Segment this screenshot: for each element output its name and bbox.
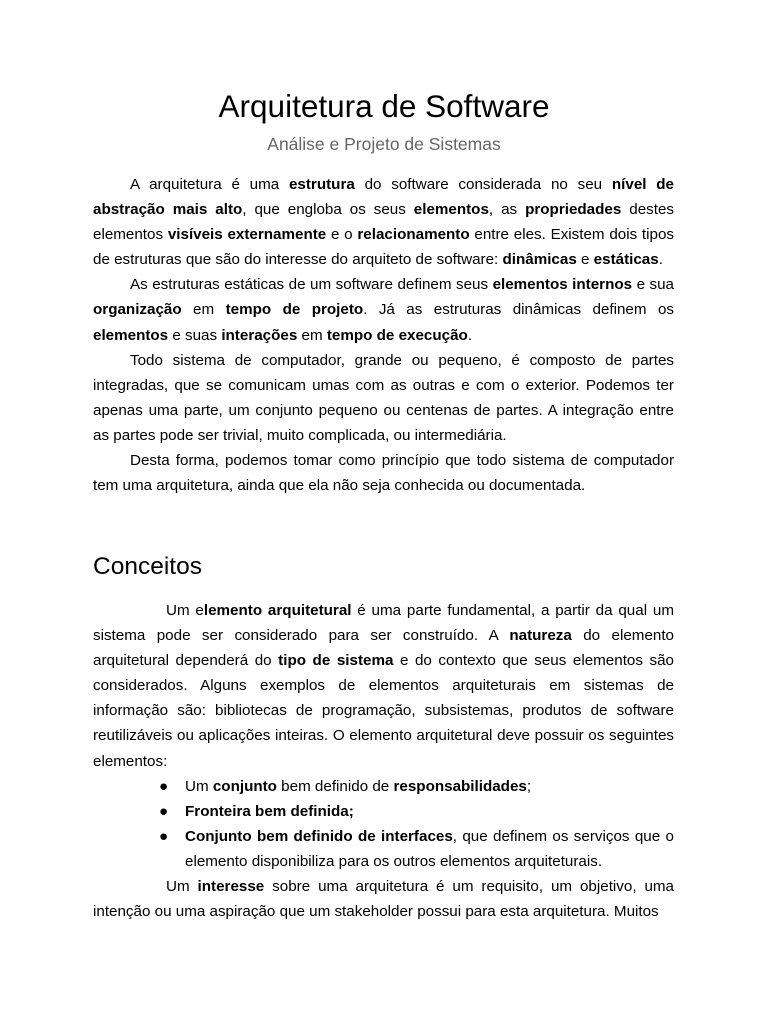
bullet-list xyxy=(93,774,674,874)
bullet-item-text xyxy=(185,778,531,795)
bold-text-run: nível de abstração mais alto xyxy=(93,176,674,219)
text-run: e sua xyxy=(632,276,674,294)
text-run: . xyxy=(467,326,473,344)
concepts-section xyxy=(93,598,674,924)
text-run: Desta forma, podemos tomar como princípio que todo sistema de computador tem uma arquitetura, ainda que ela não seja conhecida ou documentada. xyxy=(93,452,674,495)
intro-paragraph-1 xyxy=(93,172,674,272)
text-run: Todo sistema de computador, grande ou pequeno, é composto de partes integradas, que se comunicam umas com as outras e com o exterior. Podemos ter apenas uma parte, um conjunto pequeno ou centenas de partes. A integração entre as partes pode ser trivial, muito complicada, ou intermediária. xyxy=(93,351,674,444)
text-run: entre eles. Existem dois tipos de estruturas que são do interesse do arquiteto de software: xyxy=(93,226,675,269)
bold-text-run: relacionamento xyxy=(357,226,470,244)
bullet-item xyxy=(93,799,674,824)
concepts-paragraph-1 xyxy=(93,598,674,774)
intro-paragraph-4 xyxy=(93,448,674,498)
text-run: , que definem os serviços que o elemento disponibiliza para os outros elementos arquiteturais. xyxy=(185,827,674,870)
text-run: do elemento arquitetural dependerá do xyxy=(93,627,675,670)
bullet-icon: ● xyxy=(159,827,169,845)
bold-text-run: estáticas xyxy=(593,251,659,269)
text-run: Um e xyxy=(166,602,204,619)
document-title: Arquitetura de Software xyxy=(218,88,550,124)
bold-text-run: elementos xyxy=(413,201,489,219)
text-run: . Já as estruturas dinâmicas definem os xyxy=(363,301,674,319)
bold-text-run: visíveis externamente xyxy=(167,226,327,244)
intro-paragraph-2 xyxy=(93,272,674,347)
text-run: sobre uma arquitetura é um requisito, um objetivo, uma intenção ou uma aspiração que um stakeholder possui para esta arquitetura. Muitos xyxy=(93,878,675,921)
text-run: em xyxy=(181,301,226,319)
bold-text-run: lemento arquitetural xyxy=(203,602,352,619)
text-run: e suas xyxy=(168,326,222,344)
text-run: e xyxy=(576,251,594,269)
text-run: bem definido de xyxy=(276,777,394,795)
bold-text-run: dinâmicas xyxy=(502,251,577,269)
bullet-icon: ● xyxy=(159,777,169,795)
document-subtitle: Análise e Projeto de Sistemas xyxy=(267,134,501,154)
bold-text-run: tempo de projeto xyxy=(225,301,364,319)
intro-section xyxy=(93,172,674,498)
bold-text-run: tempo de execução xyxy=(326,326,468,344)
bullet-item-text xyxy=(185,828,674,870)
bullet-item-text xyxy=(185,803,354,820)
bold-text-run: tipo de sistema xyxy=(278,652,394,670)
concepts-paragraph-2 xyxy=(93,874,674,924)
bold-text-run: natureza xyxy=(509,627,572,645)
bold-text-run: interações xyxy=(221,326,298,344)
text-run: . xyxy=(658,251,663,269)
bold-text-run: elementos internos xyxy=(492,276,633,294)
bold-text-run: responsabilidades xyxy=(393,777,527,795)
section-heading: Conceitos xyxy=(93,553,202,580)
text-run: do software considerada no seu xyxy=(354,176,612,193)
text-run: As estruturas estáticas de um software definem seus xyxy=(130,276,493,294)
text-run: , que engloba os seus xyxy=(242,201,414,219)
bullet-icon: ● xyxy=(159,802,169,820)
text-run: Um xyxy=(166,878,198,896)
text-run: destes elementos xyxy=(93,201,674,244)
bold-text-run: estrutura xyxy=(288,176,355,193)
bold-text-run: conjunto xyxy=(212,777,277,795)
text-run: A arquitetura é uma xyxy=(130,176,289,193)
bold-text-run: elementos xyxy=(93,326,169,344)
bold-text-run: Fronteira bem definida; xyxy=(185,802,354,820)
bullet-item xyxy=(93,824,674,874)
text-run: em xyxy=(297,326,327,344)
bold-text-run: interesse xyxy=(197,878,265,896)
text-run: e o xyxy=(326,226,358,244)
text-run: e do contexto que seus elementos são considerados. Alguns exemplos de elementos arquiteturais em sistemas de informação são: bibliotecas de programação, subsistemas, produtos de software reutilizáveis ou aplicações inteiras. O elemento arquitetural deve possuir os seguintes elementos: xyxy=(93,652,674,770)
bold-text-run: propriedades xyxy=(525,201,622,219)
bold-text-run: organização xyxy=(93,301,182,319)
bullet-item xyxy=(93,774,674,799)
text-run: , as xyxy=(488,201,526,219)
text-run: é uma parte fundamental, a partir da qual um sistema pode ser considerado para ser construído. A xyxy=(93,602,674,645)
intro-paragraph-3 xyxy=(93,348,674,448)
text-run: ; xyxy=(526,777,532,795)
text-run: Um xyxy=(185,777,213,795)
bold-text-run: Conjunto bem definido de interfaces xyxy=(185,827,453,845)
